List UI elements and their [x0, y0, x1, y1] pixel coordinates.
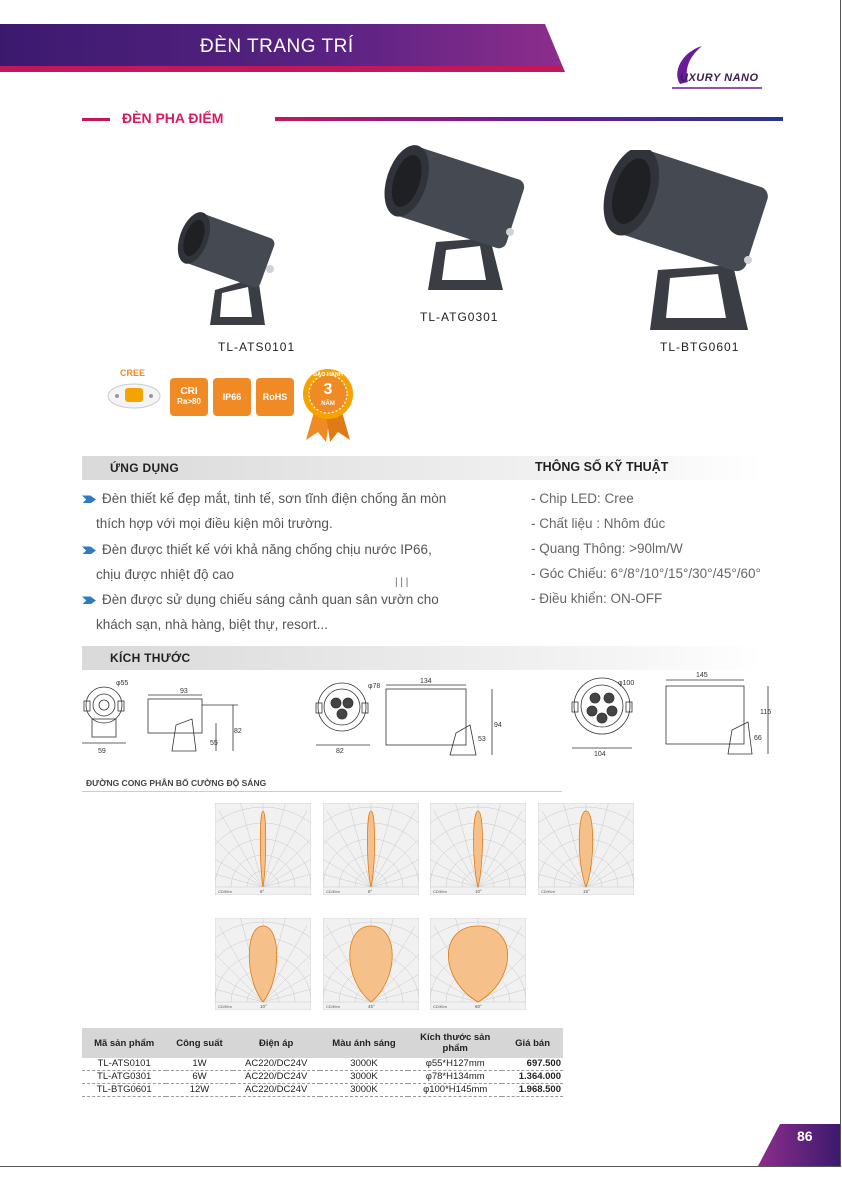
section-accent-right [275, 117, 783, 121]
curves-divider [82, 791, 562, 792]
table-cell: TL-BTG0601 [82, 1084, 166, 1097]
dim-label-height: 94 [494, 722, 502, 729]
curve-angle-label: 45° [368, 1004, 375, 1009]
light-curve-chart [430, 918, 526, 1010]
table-cell: AC220/DC24V [233, 1084, 320, 1097]
table-header: Giá bán [502, 1028, 563, 1058]
curve-unit-label: CD/Klm [433, 1004, 447, 1009]
light-curve-chart [215, 918, 311, 1010]
application-line [82, 491, 446, 506]
application-text: Đèn được sử dụng chiếu sáng cảnh quan sân vườn cho [102, 592, 439, 607]
table-header: Điện áp [233, 1028, 320, 1058]
table-cell: 3000K [320, 1058, 408, 1071]
spec-line: - Chip LED: Cree [531, 491, 634, 506]
section-accent-left [82, 118, 110, 121]
application-text: Đèn thiết kế đẹp mắt, tinh tế, sơn tĩnh điện chống ăn mòn [102, 491, 447, 506]
table-cell: 1W [166, 1058, 232, 1071]
arrow-bullet-icon [82, 596, 96, 604]
product-code: TL-ATG0301 [420, 310, 499, 324]
curve-angle-label: 8° [368, 889, 373, 894]
application-text: Đèn được thiết kế với khả năng chống chịu nước IP66, [102, 542, 432, 557]
dim-label-height: 116 [760, 709, 772, 716]
spec-line: - Góc Chiếu: 6°/8°/10°/15°/30°/45°/60° [531, 566, 761, 581]
curve-angle-label: 10° [475, 889, 482, 894]
dimension-drawing-ats0101 [78, 675, 248, 757]
table-cell: φ78*H134mm [408, 1071, 502, 1084]
curves-title: ĐƯỜNG CONG PHÂN BỐ CƯỜNG ĐỘ SÁNG [86, 778, 267, 788]
table-cell: 3000K [320, 1084, 408, 1097]
dim-label-base: 53 [478, 736, 486, 743]
dimensions-title: KÍCH THƯỚC [110, 651, 191, 665]
page-number: 86 [797, 1128, 813, 1144]
price-cell: 1.364.000 [502, 1071, 563, 1084]
dim-label-dia: φ78 [368, 683, 381, 690]
product-image-ats0101 [170, 205, 285, 330]
rohs-badge [256, 378, 294, 416]
price-cell: 1.968.500 [502, 1084, 563, 1097]
cri-value: Ra>80 [177, 397, 201, 406]
product-image-atg0301 [378, 142, 528, 292]
dim-label-dia: φ55 [116, 680, 129, 687]
table-cell: 6W [166, 1071, 232, 1084]
table-row [82, 1058, 563, 1071]
curve-angle-label: 60° [475, 1004, 482, 1009]
warranty-unit-label: NĂM [321, 401, 335, 407]
dim-label-width: 104 [594, 751, 606, 758]
light-curve-chart [323, 803, 419, 895]
curve-angle-label: 10° [260, 1004, 267, 1009]
cree-label: CREE [120, 368, 146, 378]
dim-label-width: 82 [336, 748, 344, 755]
dim-label-length: 93 [180, 688, 188, 695]
rohs-label: RoHS [262, 392, 288, 402]
application-line: khách sạn, nhà hàng, biệt thự, resort... [96, 617, 328, 632]
brand-logo-text: UXURY NANO [680, 72, 759, 84]
application-line: thích hợp với mọi điều kiện môi trường. [96, 516, 333, 531]
curve-unit-label: CD/Klm [541, 889, 555, 894]
cri-label: CRI [180, 386, 198, 397]
warranty-top-label: BẢO HÀNH [313, 372, 343, 378]
ip66-badge [213, 378, 251, 416]
table-cell: AC220/DC24V [233, 1071, 320, 1084]
header-title: ĐÈN TRANG TRÍ [200, 36, 354, 57]
table-cell: AC220/DC24V [233, 1058, 320, 1071]
table-header: Kích thước sản phẩm [408, 1028, 502, 1058]
table-header: Công suất [166, 1028, 232, 1058]
table-cell: TL-ATS0101 [82, 1058, 166, 1071]
table-row [82, 1071, 563, 1084]
table-cell: 3000K [320, 1071, 408, 1084]
stray-marks: | | | [395, 577, 409, 588]
dim-label-base: 66 [754, 735, 762, 742]
light-curve-chart [538, 803, 634, 895]
table-cell: 12W [166, 1084, 232, 1097]
product-code: TL-BTG0601 [660, 340, 740, 354]
warranty-years: 3 [323, 381, 333, 398]
curve-unit-label: CD/Klm [433, 889, 447, 894]
brand-logo [662, 42, 772, 92]
application-title: ỨNG DỤNG [110, 461, 180, 475]
spec-line: - Quang Thông: >90lm/W [531, 541, 683, 556]
curve-angle-label: 15° [583, 889, 590, 894]
arrow-bullet-icon [82, 495, 96, 503]
light-curve-chart [323, 918, 419, 1010]
table-cell: TL-ATG0301 [82, 1071, 166, 1084]
curve-angle-label: 6° [260, 889, 265, 894]
spec-line: - Chất liệu : Nhôm đúc [531, 516, 666, 531]
section-title: ĐÈN PHA ĐIỂM [122, 110, 224, 126]
spec-line: - Điều khiển: ON-OFF [531, 591, 663, 606]
light-curve-chart [430, 803, 526, 895]
application-line [82, 542, 432, 557]
specs-title: THÔNG SỐ KỸ THUẬT [535, 460, 669, 474]
price-cell: 697.500 [502, 1058, 563, 1071]
table-header: Mã sản phẩm [82, 1028, 166, 1058]
curve-unit-label: CD/Klm [326, 1004, 340, 1009]
table-cell: φ55*H127mm [408, 1058, 502, 1071]
application-line: chịu được nhiệt độ cao [96, 567, 234, 582]
curve-unit-label: CD/Klm [218, 889, 232, 894]
light-curve-chart [215, 803, 311, 895]
arrow-bullet-icon [82, 546, 96, 554]
dim-label-dia: φ100 [618, 680, 635, 687]
ip66-label: IP66 [222, 392, 242, 402]
price-table [82, 1028, 563, 1097]
table-cell: φ100*H145mm [408, 1084, 502, 1097]
application-line [82, 592, 439, 607]
dimension-drawing-btg0601 [562, 670, 782, 758]
dim-label-height: 82 [234, 728, 242, 735]
dim-label-base: 55 [210, 740, 218, 747]
dim-label-length: 145 [696, 672, 708, 679]
dimensions-header [82, 646, 762, 670]
curve-unit-label: CD/Klm [326, 889, 340, 894]
cri-badge [170, 378, 208, 416]
product-image-btg0601 [598, 150, 770, 332]
table-header: Màu ánh sáng [320, 1028, 408, 1058]
dim-label-length: 134 [420, 678, 432, 685]
table-row [82, 1084, 563, 1097]
dim-label-width: 59 [98, 748, 106, 755]
curve-unit-label: CD/Klm [218, 1004, 232, 1009]
product-code: TL-ATS0101 [218, 340, 296, 354]
table-header-row [82, 1028, 563, 1058]
dimension-drawing-atg0301 [308, 675, 508, 757]
